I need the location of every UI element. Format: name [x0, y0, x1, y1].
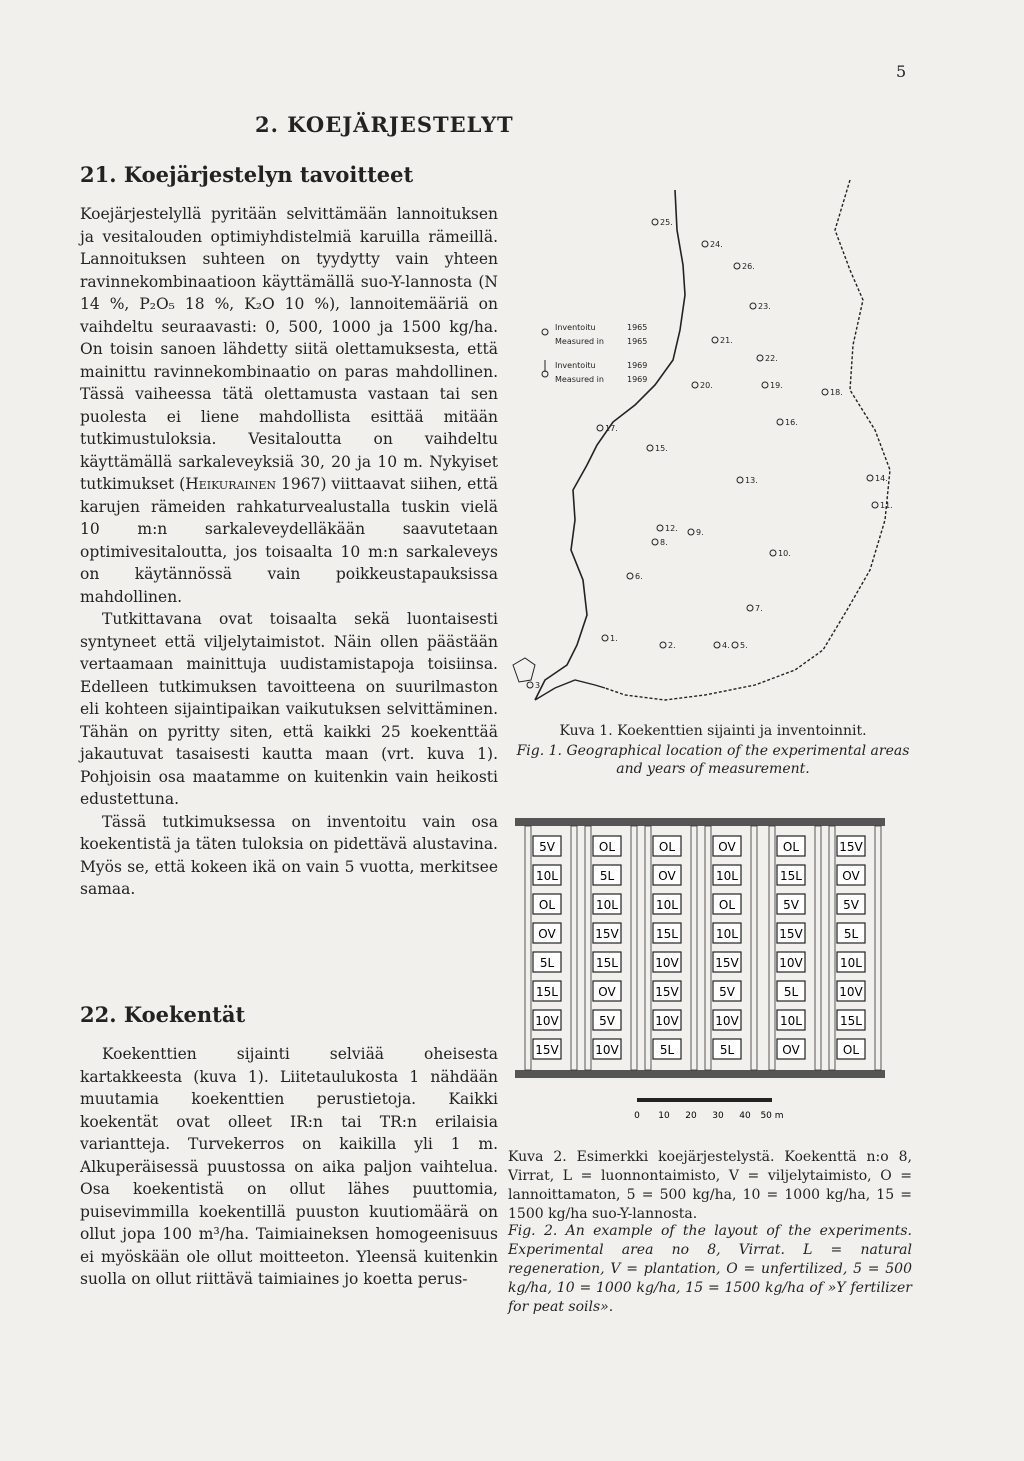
ditch [815, 826, 821, 1070]
svg-text:1965: 1965 [627, 323, 648, 332]
plot-label: 15V [839, 840, 863, 854]
site-marker [737, 477, 743, 483]
site-label: 9. [696, 528, 704, 537]
plot-label: OL [842, 1043, 860, 1057]
ditch [631, 826, 637, 1070]
site-marker [657, 525, 663, 531]
site-label: 18. [830, 388, 843, 397]
site-marker [597, 425, 603, 431]
site-label: 21. [720, 336, 733, 345]
plot-label: 15V [779, 927, 803, 941]
plot-label: OL [782, 840, 800, 854]
plot-label: 15L [536, 985, 558, 999]
plot-label: 15L [780, 869, 802, 883]
figure1-caption-fi: Kuva 1. Koekenttien sijainti ja inventoinnit. [559, 723, 867, 739]
plot-label: 5V [599, 1014, 615, 1028]
plot-label: 15L [840, 1014, 862, 1028]
section-heading-22: 22. Koekentät [80, 1002, 246, 1027]
plot-label: 15V [595, 927, 619, 941]
site-marker [660, 642, 666, 648]
plot-label: 5L [843, 927, 859, 941]
plot-label: 10L [596, 898, 618, 912]
plot-label: OL [658, 840, 676, 854]
plot-label: OV [782, 1043, 800, 1057]
ditch [751, 826, 757, 1070]
site-label: 22. [765, 354, 778, 363]
legend-label-1: Inventoitu [555, 323, 596, 332]
plot-label: 10V [779, 956, 803, 970]
plot-label: 10L [656, 898, 678, 912]
svg-text:1969: 1969 [627, 361, 648, 370]
site-label: 15. [655, 444, 668, 453]
site-marker [688, 529, 694, 535]
plot-label: 10V [535, 1014, 559, 1028]
section2-paragraph-1: Koekenttien sijainti selviää oheisesta kartakkeesta (kuva 1). Liitetaulukosta 1 nähdään muutamia koekenttien perustietoja. Kaikki koekentät ovat olleet IR:n tai TR:n erilaisia variantteja. Turvekerros on kaikilla yli 1 m. Alkuperäisessä puustossa on aika paljon vaihtelua. Osa koekentistä on ollut lähes puuttomia, puisevimmilla koekentillä puuston kuutiomäärä on ollut jopa 100 m³/ha. Taimiaineksen homogeenisuus ei myöskään ole ollut moitteeton. Yleensä kuitenkin suolla on ollut riittävä taimiaines jo koetta perus- [80, 1045, 498, 1288]
site-label: 3. [535, 681, 543, 690]
plot-label: 5L [539, 956, 555, 970]
plot-label: 10V [839, 985, 863, 999]
plot-label: 10L [716, 869, 738, 883]
plot-label: 10L [840, 956, 862, 970]
site-label: 26. [742, 262, 755, 271]
plot-label: 15L [656, 927, 678, 941]
plot-label: OL [718, 898, 736, 912]
scale-label: 0 [634, 1111, 640, 1121]
plot-label: 5L [719, 1043, 735, 1057]
plot-label: 10L [780, 1014, 802, 1028]
section1-paragraph-2: Tutkittavana ovat toisaalta sekä luontaisesti syntyneet että viljelytaimistot. Näin ollen päästään vertaamaan mainittuja uudistamistapoja toisiinsa. Edelleen tutkimuksen tavoitteena on suurilmaston eli kohteen sijaintipaikan vaikutuksen selvittäminen. Tähän on pyritty siten, että kaikki 25 koekenttää jakautuvat tasaisesti kautta maan (vrt. kuva 1). Pohjoisin osa maatamme on kuitenkin vain heikosti edustettuna. [80, 610, 498, 808]
svg-text:1965: 1965 [627, 337, 648, 346]
plot-label: OV [658, 869, 676, 883]
site-marker [872, 502, 878, 508]
plot-label: 10L [716, 927, 738, 941]
plot-label: 10V [655, 1014, 679, 1028]
section-heading-21: 21. Koejärjestelyn tavoitteet [80, 162, 414, 187]
svg-text:1969: 1969 [627, 375, 648, 384]
site-label: 10. [778, 549, 791, 558]
site-marker [602, 635, 608, 641]
site-markers [527, 218, 893, 690]
legend-label-3: Inventoitu [555, 361, 596, 370]
site-marker [822, 389, 828, 395]
site-label: 13. [745, 476, 758, 485]
scale-label: 50 m [760, 1111, 784, 1121]
plot-label: 10V [715, 1014, 739, 1028]
site-label: 5. [740, 641, 748, 650]
site-label: 7. [755, 604, 763, 613]
site-marker [750, 303, 756, 309]
figure2-layout [505, 818, 915, 1138]
site-marker [627, 573, 633, 579]
plot-label: OV [718, 840, 736, 854]
plot-label: OL [598, 840, 616, 854]
ditch [585, 826, 591, 1070]
site-marker [757, 355, 763, 361]
legend-label-4: Measured in [555, 375, 604, 384]
ditch [829, 826, 835, 1070]
site-marker [734, 263, 740, 269]
ditch [645, 826, 651, 1070]
section2-body [80, 1043, 498, 1291]
plot-label: 15V [715, 956, 739, 970]
site-label: 2. [668, 641, 676, 650]
plot-label: OV [538, 927, 556, 941]
site-marker [647, 445, 653, 451]
plot-label: 15L [596, 956, 618, 970]
site-marker [652, 539, 658, 545]
plot-label: 15V [535, 1043, 559, 1057]
site-marker [652, 219, 658, 225]
site-label: 16. [785, 418, 798, 427]
scale-label: 40 [739, 1111, 751, 1121]
site-marker [714, 642, 720, 648]
plot-label: 5L [783, 985, 799, 999]
section1-paragraph-3: Tässä tutkimuksessa on inventoitu vain osa koekentistä ja täten tuloksia on pidettävä alustavina. Myös se, että kokeen ikä on vain 5 vuotta, merkitsee samaa. [80, 812, 498, 898]
site-marker [527, 682, 533, 688]
site-marker [692, 382, 698, 388]
plot-label: 5L [659, 1043, 675, 1057]
site-label: 20. [700, 381, 713, 390]
scale-label: 30 [712, 1111, 724, 1121]
ditch [875, 826, 881, 1070]
scale-label: 10 [658, 1111, 670, 1121]
site-marker [770, 550, 776, 556]
site-marker [747, 605, 753, 611]
plot-label: 5V [719, 985, 735, 999]
figure1-map [505, 160, 905, 720]
site-marker [732, 642, 738, 648]
figure2-caption-en: Fig. 2. An example of the layout of the experiments. Experimental area no 8, Virrat. L = natural regeneration, V = plantation, O = unfertilized, 5 = 500 kg/ha, 10 = 1000 kg/ha, 15 = 1500 kg/ha of »Y fertilizer for peat soils». [508, 1223, 912, 1315]
ditch [691, 826, 697, 1070]
page-number: 5 [896, 62, 907, 81]
site-label: 4. [722, 641, 730, 650]
figure1-caption-en: Fig. 1. Geographical location of the experimental areas and years of measurement. [516, 743, 910, 777]
ditch [525, 826, 531, 1070]
scale-label: 20 [685, 1111, 697, 1121]
plot-label: OL [538, 898, 556, 912]
plot-label: OV [598, 985, 616, 999]
plot-label: 15V [655, 985, 679, 999]
chapter-title: 2. KOEJÄRJESTELYT [255, 112, 514, 137]
ditch [705, 826, 711, 1070]
site-label: 24. [710, 240, 723, 249]
site-label: 23. [758, 302, 771, 311]
plot-label: 5L [599, 869, 615, 883]
site-marker [777, 419, 783, 425]
site-marker [762, 382, 768, 388]
plot-label: 5V [783, 898, 799, 912]
citation-author: Heikurainen [185, 475, 277, 493]
legend-label-2: Measured in [555, 337, 604, 346]
site-label: 19. [770, 381, 783, 390]
site-label: 25. [660, 218, 673, 227]
section1-paragraph-1: Koejärjestelyllä pyritään selvittämään lannoituksen ja vesitalouden optimiyhdistelmiä karuilla rämeillä. Lannoituksen suhteen on tyydytty vain yhteen ravinnekombinaatioon käyttämällä suo-Y-lannosta (N 14 %, P₂O₅ 18 %, K₂O 10 %), lannoitemääriä on vaihdeltu seuraavasti: 0, 500, 1000 ja 1500 kg/ha. On toisin sanoen lähdetty siitä olettamuksesta, että mainittu ravinnekombinaatio on paras mahdollinen. Tässä vaiheessa tätä olettamusta vastaan tai sen puolesta ei liene mahdollista esittää mitään tutkimustuloksia. Vesitaloutta on vaihdeltu käyttämällä sarkaleveyksiä 30, 20 ja 10 m. Nykyiset tutkimukset (Heikurainen 1967) viittaavat siihen, että karujen rämeiden rahkaturvealustalla tuskin vielä 10 m:n sarkaleveydelläkään saavutetaan optimivesitaloutta, jos toisaalta 10 m:n sarkaleveys on käytännössä vain poikkeustapauksissa mahdollinen. [80, 205, 498, 606]
plot-label: 10V [595, 1043, 619, 1057]
section1-body [80, 203, 498, 901]
site-label: 8. [660, 538, 668, 547]
figure2-caption-fi: Kuva 2. Esimerkki koejärjestelystä. Koekenttä n:o 8, Virrat, L = luonnontaimisto, V = viljelytaimisto, O = lannoittamaton, 5 = 500 kg/ha, 10 = 1000 kg/ha, 15 = 1500 kg/ha suo-Y-lannosta. [508, 1149, 912, 1222]
site-marker [867, 475, 873, 481]
ditch [769, 826, 775, 1070]
ditch [571, 826, 577, 1070]
scale-bar [637, 1098, 772, 1102]
plot-label: 5V [843, 898, 859, 912]
site-label: 17. [605, 424, 618, 433]
plot-label: 10L [536, 869, 558, 883]
site-label: 12. [665, 524, 678, 533]
plot-label: 5V [539, 840, 555, 854]
plot-label: 10V [655, 956, 679, 970]
site-label: 1. [610, 634, 618, 643]
site-label: 14. [875, 474, 888, 483]
site-label: 6. [635, 572, 643, 581]
site-marker [712, 337, 718, 343]
plot-label: OV [842, 869, 860, 883]
site-marker [702, 241, 708, 247]
site-label: 11. [880, 501, 893, 510]
